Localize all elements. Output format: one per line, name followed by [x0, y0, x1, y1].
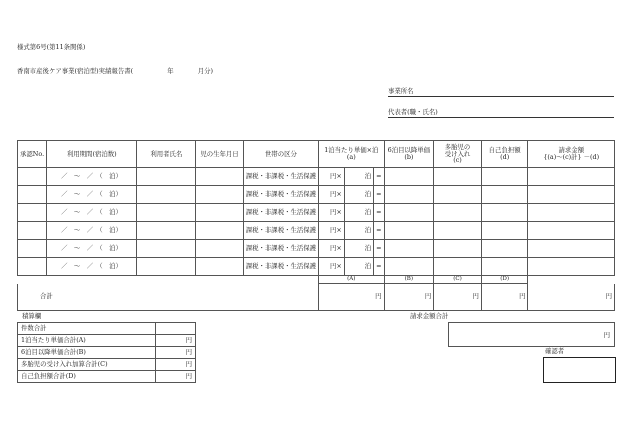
- header-self-pay-sub: (d): [500, 153, 510, 161]
- nights-cell[interactable]: 泊: [344, 204, 373, 222]
- header-claim: [528, 141, 615, 168]
- total-b-yen[interactable]: 円: [384, 284, 434, 311]
- unit-price-6-cell[interactable]: [384, 222, 434, 240]
- label-c: (C): [434, 276, 482, 284]
- period-cell[interactable]: ／ ～ ／ （ 泊）: [47, 204, 137, 222]
- confirmer-label: 確認者: [545, 347, 565, 355]
- calculation-title: 積算欄: [22, 312, 42, 320]
- self-pay-cell[interactable]: [481, 168, 528, 186]
- nights-cell[interactable]: 泊: [344, 240, 373, 258]
- office-name-line: [388, 96, 614, 97]
- total-label: 合計: [18, 284, 319, 311]
- nights-cell[interactable]: 泊: [344, 258, 373, 276]
- table-header-row: [18, 141, 615, 168]
- calculation-row: [18, 323, 196, 335]
- unit-price-6-cell[interactable]: [384, 240, 434, 258]
- unit-price-6-cell[interactable]: [384, 168, 434, 186]
- header-claim-label: 請求金額: [558, 146, 585, 155]
- multiple-birth-cell[interactable]: [434, 186, 482, 204]
- table-row: [18, 258, 615, 276]
- birthdate-cell[interactable]: [196, 258, 243, 276]
- birthdate-cell[interactable]: [196, 204, 243, 222]
- approval-no-cell[interactable]: [18, 168, 47, 186]
- header-multiple-line2: 受け入れ: [444, 149, 471, 158]
- multiple-birth-cell[interactable]: [434, 240, 482, 258]
- header-unit-price-1: [319, 141, 384, 168]
- period-cell[interactable]: ／ ～ ／ （ 泊）: [47, 168, 137, 186]
- header-multiple-sub: (c): [453, 156, 462, 165]
- household-class-cell[interactable]: 課税・非課税・生活保護: [243, 258, 318, 276]
- unit-price-6-cell[interactable]: [384, 258, 434, 276]
- unit-price-6-cell[interactable]: [384, 204, 434, 222]
- header-unit-price-1-sub: (a): [346, 153, 356, 161]
- header-multiple-birth: [434, 141, 482, 168]
- total-claim-yen[interactable]: 円: [528, 284, 615, 311]
- calculation-row-value[interactable]: [156, 323, 196, 335]
- claim-total-label: 請求金額合計: [410, 312, 449, 320]
- self-pay-cell[interactable]: [481, 204, 528, 222]
- calculation-row-label: 自己負担額合計(D): [18, 371, 156, 383]
- calculation-row-value[interactable]: 円: [156, 335, 196, 347]
- period-cell[interactable]: ／ ～ ／ （ 泊）: [47, 186, 137, 204]
- table-row: [18, 240, 615, 258]
- claim-total-yen: 円: [603, 331, 610, 339]
- unit-price-6-cell[interactable]: [384, 186, 434, 204]
- approval-no-cell[interactable]: [18, 204, 47, 222]
- header-child-birthdate: 児の生年月日: [196, 141, 243, 168]
- table-body: [18, 168, 615, 276]
- unit-price-yen-cell[interactable]: 円×: [319, 240, 345, 258]
- calculation-row-value[interactable]: 円: [156, 359, 196, 371]
- header-unit-price-6-label: 6泊目以降単価: [387, 146, 431, 155]
- header-unit-price-6: [384, 141, 434, 168]
- calculation-row-label: 6泊目以降単価合計(B): [18, 347, 156, 359]
- birthdate-cell[interactable]: [196, 240, 243, 258]
- claim-cell[interactable]: [528, 240, 615, 258]
- form-number: 様式第6号(第11条関係): [17, 43, 86, 51]
- claim-cell[interactable]: [528, 204, 615, 222]
- claim-cell[interactable]: [528, 168, 615, 186]
- equals-cell: =: [374, 258, 384, 276]
- calculation-row-value[interactable]: 円: [156, 347, 196, 359]
- multiple-birth-cell[interactable]: [434, 258, 482, 276]
- unit-price-yen-cell[interactable]: 円×: [319, 222, 345, 240]
- period-cell[interactable]: ／ ～ ／ （ 泊）: [47, 240, 137, 258]
- approval-no-cell[interactable]: [18, 240, 47, 258]
- total-row: [18, 284, 615, 311]
- calculation-row: [18, 335, 196, 347]
- label-b: (B): [384, 276, 434, 284]
- calculation-row: [18, 371, 196, 383]
- header-user-name: 利用者氏名: [137, 141, 196, 168]
- table-row: [18, 168, 615, 186]
- label-a: (A): [319, 276, 384, 284]
- claim-cell[interactable]: [528, 222, 615, 240]
- equals-cell: =: [374, 204, 384, 222]
- multiple-birth-cell[interactable]: [434, 222, 482, 240]
- claim-cell[interactable]: [528, 186, 615, 204]
- household-class-cell[interactable]: 課税・非課税・生活保護: [243, 222, 318, 240]
- multiple-birth-cell[interactable]: [434, 204, 482, 222]
- calculation-table: [17, 322, 196, 383]
- header-multiple-line1: 多胎児の: [444, 142, 471, 151]
- calculation-row: [18, 347, 196, 359]
- unit-price-yen-cell[interactable]: 円×: [319, 168, 345, 186]
- month-unit: 月分): [197, 67, 213, 75]
- approval-no-cell[interactable]: [18, 222, 47, 240]
- self-pay-cell[interactable]: [481, 258, 528, 276]
- approval-no-cell[interactable]: [18, 186, 47, 204]
- unit-price-yen-cell[interactable]: 円×: [319, 186, 345, 204]
- report-title-text: 香南市産後ケア事業(宿泊型)実績報告書(: [17, 67, 134, 75]
- self-pay-cell[interactable]: [481, 186, 528, 204]
- header-unit-price-1-label: 1泊当たり単価×泊: [324, 146, 379, 155]
- birthdate-cell[interactable]: [196, 168, 243, 186]
- header-period: 利用期間(宿泊数): [47, 141, 137, 168]
- household-class-cell[interactable]: 課税・非課税・生活保護: [243, 240, 318, 258]
- table-row: [18, 204, 615, 222]
- equals-cell: =: [374, 240, 384, 258]
- header-unit-price-6-sub: (b): [404, 153, 414, 161]
- user-name-cell[interactable]: [137, 168, 196, 186]
- claim-cell[interactable]: [528, 258, 615, 276]
- report-table: [17, 140, 615, 311]
- period-cell[interactable]: ／ ～ ／ （ 泊）: [47, 258, 137, 276]
- label-d: (D): [481, 276, 528, 284]
- office-name-label: 事業所名: [388, 87, 414, 95]
- user-name-cell[interactable]: [137, 222, 196, 240]
- birthdate-cell[interactable]: [196, 186, 243, 204]
- calculation-row: [18, 359, 196, 371]
- calculation-row-label: 件数合計: [18, 323, 156, 335]
- confirmer-stamp-box[interactable]: [543, 357, 616, 383]
- representative-line: [388, 117, 614, 118]
- total-c-yen[interactable]: 円: [434, 284, 482, 311]
- user-name-cell[interactable]: [137, 186, 196, 204]
- equals-cell: =: [374, 168, 384, 186]
- self-pay-cell[interactable]: [481, 240, 528, 258]
- self-pay-cell[interactable]: [481, 222, 528, 240]
- header-approval-no: 承認No.: [18, 141, 47, 168]
- approval-no-cell[interactable]: [18, 258, 47, 276]
- user-name-cell[interactable]: [137, 204, 196, 222]
- total-d-yen[interactable]: 円: [481, 284, 528, 311]
- calculation-row-label: 1泊当たり単価合計(A): [18, 335, 156, 347]
- multiple-birth-cell[interactable]: [434, 168, 482, 186]
- unit-price-yen-cell[interactable]: 円×: [319, 204, 345, 222]
- equals-cell: =: [374, 186, 384, 204]
- calculation-row-label: 多胎児の受け入れ加算合計(C): [18, 359, 156, 371]
- header-claim-sub: {(a)～(c)計} －(d): [543, 153, 600, 161]
- birthdate-cell[interactable]: [196, 222, 243, 240]
- household-class-cell[interactable]: 課税・非課税・生活保護: [243, 204, 318, 222]
- total-a-yen[interactable]: 円: [319, 284, 384, 311]
- nights-cell[interactable]: 泊: [344, 186, 373, 204]
- household-class-cell[interactable]: 課税・非課税・生活保護: [243, 168, 318, 186]
- claim-total-box[interactable]: [448, 322, 615, 347]
- period-cell[interactable]: ／ ～ ／ （ 泊）: [47, 222, 137, 240]
- calculation-row-value[interactable]: 円: [156, 371, 196, 383]
- household-class-cell[interactable]: 課税・非課税・生活保護: [243, 186, 318, 204]
- table-row: [18, 222, 615, 240]
- header-self-pay-label: 自己負担額: [488, 146, 521, 155]
- representative-label: 代表者(職・氏名): [388, 108, 438, 116]
- calculation-body: [18, 323, 196, 383]
- report-title: [17, 68, 213, 75]
- user-name-cell[interactable]: [137, 258, 196, 276]
- nights-cell[interactable]: 泊: [344, 168, 373, 186]
- year-unit: 年: [167, 67, 174, 75]
- header-self-pay: [481, 141, 528, 168]
- nights-cell[interactable]: 泊: [344, 222, 373, 240]
- user-name-cell[interactable]: [137, 240, 196, 258]
- equals-cell: =: [374, 222, 384, 240]
- column-label-row: [18, 276, 615, 284]
- unit-price-yen-cell[interactable]: 円×: [319, 258, 345, 276]
- header-household-class: 世帯の区分: [243, 141, 318, 168]
- table-row: [18, 186, 615, 204]
